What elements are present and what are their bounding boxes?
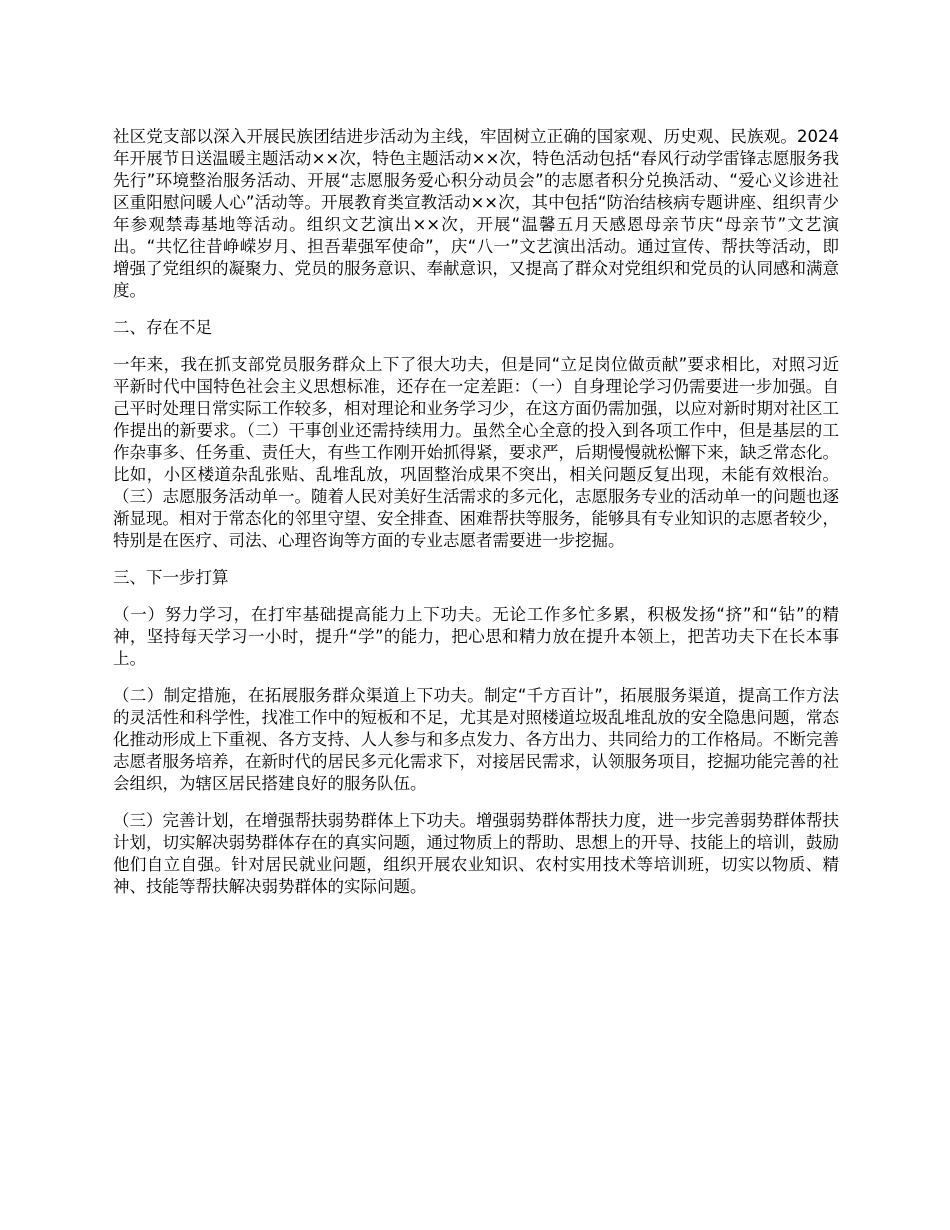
paragraph-next-step-study: （一）努力学习，在打牢基础提高能力上下功夫。无论工作多忙多累，积极发扬“挤”和“钻”的精神，坚持每天学习一小时，提升“学”的能力，把心思和精力放在提升本领上，把苦功夫下在长本事上。 [113, 605, 839, 668]
paragraph-next-step-measures: （二）制定措施，在拓展服务群众渠道上下功夫。制定“千方百计”，拓展服务渠道，提高工作方法的灵活性和科学性，找准工作中的短板和不足，尤其是对照楼道垃圾乱堆乱放的安全隐患问题，常态化推动形成上下重视、各方支持、人人参与和多点发力、各方出力、共同给力的工作格局。不断完善志愿者服务培养，在新时代的居民多元化需求下，对接居民需求，认领服务项目，挖掘功能完善的社会组织，为辖区居民搭建良好的服务队伍。 [113, 686, 839, 793]
section-heading-next-steps: 三、下一步打算 [113, 568, 229, 587]
paragraph-next-step-plan: （三）完善计划，在增强帮扶弱势群体上下功夫。增强弱势群体帮扶力度，进一步完善弱势群体帮扶计划，切实解决弱势群体存在的真实问题，通过物质上的帮助、思想上的开导、技能上的培训，鼓励他们自立自强。针对居民就业问题，组织开展农业知识、农村实用技术等培训班，切实以物质、精神、技能等帮扶解决弱势群体的实际问题。 [113, 811, 839, 896]
paragraph-achievements: 社区党支部以深入开展民族团结进步活动为主线，牢固树立正确的国家观、历史观、民族观。2024年开展节日送温暖主题活动××次，特色主题活动××次，特色活动包括“春风行动学雷锋志愿服务我先行”环境整治服务活动、开展“志愿服务爱心积分动员会”的志愿者积分兑换活动、“爱心义诊进社区重阳慰问暖人心”活动等。开展教育类宣教活动××次，其中包括“防治结核病专题讲座、组织青少年参观禁毒基地等活动。组织文艺演出××次，开展“温馨五月天感恩母亲节庆“母亲节”文艺演出。“共忆往昔峥嵘岁月、担吾辈强军使命”，庆“八一”文艺演出活动。通过宣传、帮扶等活动，即增强了党组织的凝聚力、党员的服务意识、奉献意识，又提高了群众对党组织和党员的认同感和满意度。 [113, 127, 839, 300]
section-heading-shortcomings: 二、存在不足 [113, 318, 212, 337]
paragraph-shortcomings: 一年来，我在抓支部党员服务群众上下了很大功夫，但是同“立足岗位做贡献”要求相比，对照习近平新时代中国特色社会主义思想标准，还存在一定差距：（一）自身理论学习仍需要进一步加强。自己平时处理日常实际工作较多，相对理论和业务学习少，在这方面仍需加强，以应对新时期对社区工作提出的新要求。（二）干事创业还需持续用力。虽然全心全意的投入到各项工作中，但是基层的工作杂事多、任务重、责任大，有些工作刚开始抓得紧，要求严，后期慢慢就松懈下来，缺乏常态化。比如，小区楼道杂乱张贴、乱堆乱放，巩固整治成果不突出，相关问题反复出现，未能有效根治。（三）志愿服务活动单一。随着人民对美好生活需求的多元化，志愿服务专业的活动单一的问题也逐渐显现。相对于常态化的邻里守望、安全排查、困难帮扶等服务，能够具有专业知识的志愿者较少，特别是在医疗、司法、心理咨询等方面的专业志愿者需要进一步挖掘。 [113, 355, 839, 550]
document-page [113, 126, 839, 913]
